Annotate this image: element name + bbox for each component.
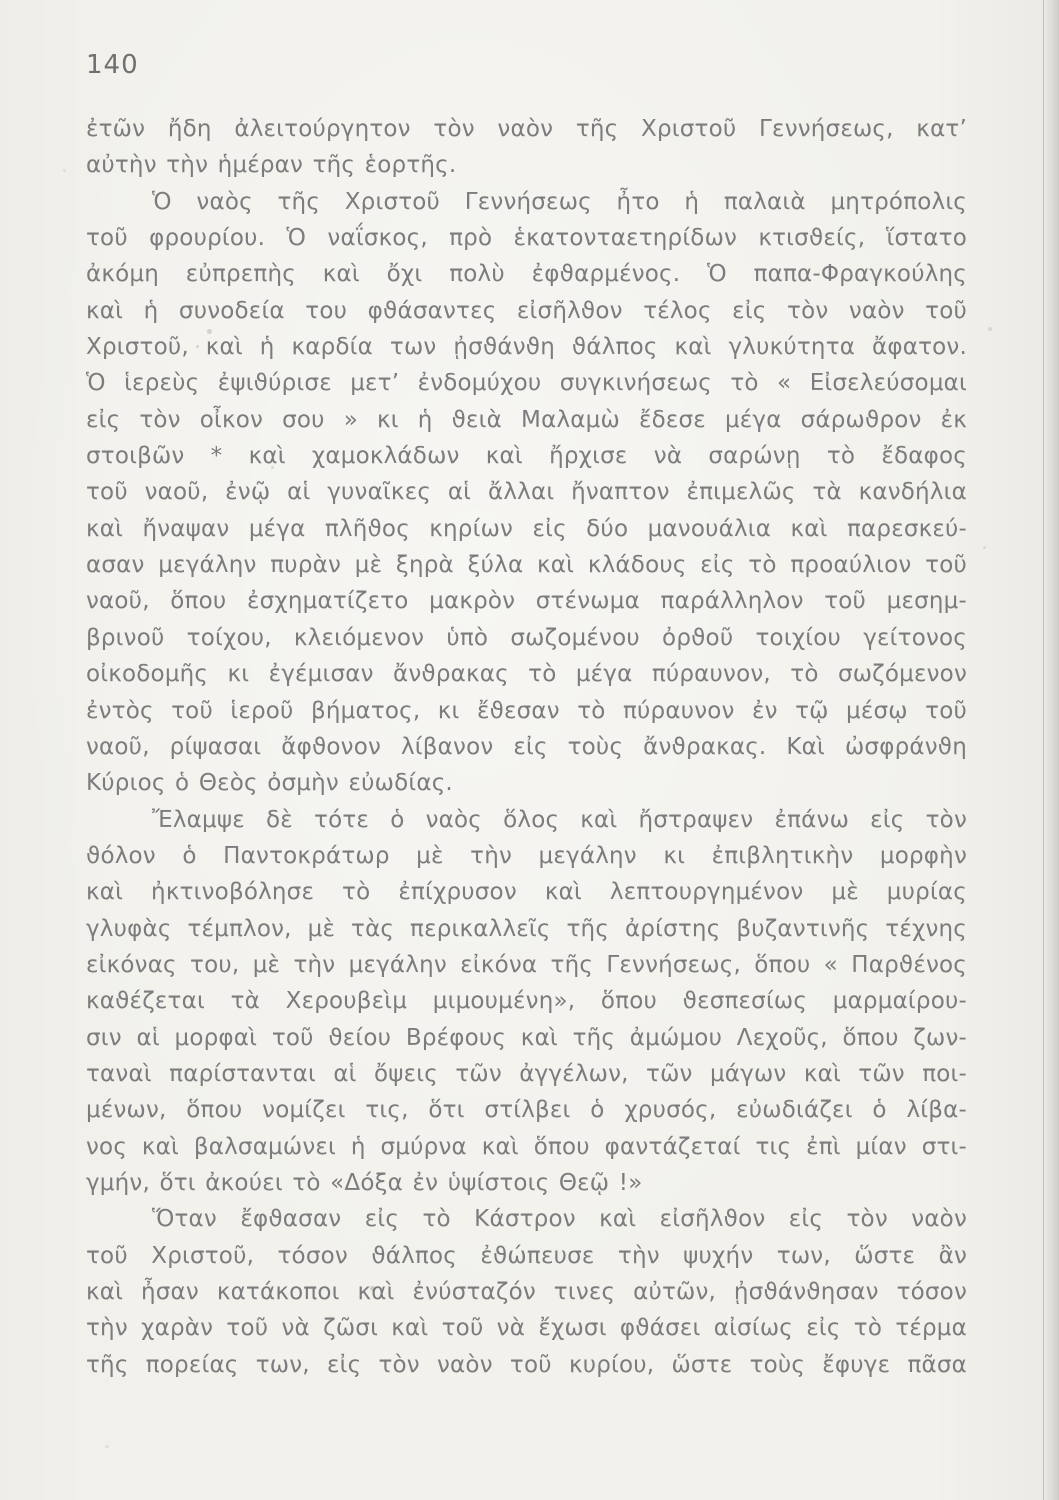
text-line: καϑέζεται τὰ Χερουβεὶμ μιμουμένη», ὅπου ϑεσπεσίως μαρμαίρου- bbox=[86, 988, 967, 1015]
text-line: καὶ ἠκτινοβόλησε τὸ ἐπίχρυσον καὶ λεπτουργημένον μὲ μυρίας bbox=[86, 879, 967, 906]
text-line: Ἔλαμψε δὲ τότε ὁ ναὸς ὅλος καὶ ἤστραψεν ἐπάνω εἰς τὸν bbox=[152, 806, 967, 833]
text-line: ναοῦ, ρίψασαι ἄφϑονον λίβανον εἰς τοὺς ἄνϑρακας. Καὶ ὠσφράνϑη bbox=[86, 733, 967, 760]
text-line: ασαν μεγάλην πυρὰν μὲ ξηρὰ ξύλα καὶ κλάδους εἰς τὸ προαύλιον τοῦ bbox=[86, 552, 967, 579]
text-line: Ὁ ἱερεὺς ἐψιϑύρισε μετ’ ἐνδομύχου συγκινήσεως τὸ « Εἰσελεύσομαι bbox=[86, 370, 967, 397]
scan-speckle bbox=[196, 345, 199, 348]
text-line: αὐτὴν τὴν ἡμέραν τῆς ἑορτῆς. bbox=[86, 152, 457, 179]
text-line: ἐντὸς τοῦ ἱεροῦ βήματος, κι ἔϑεσαν τὸ πύραυνον ἐν τῷ μέσῳ τοῦ bbox=[86, 697, 967, 724]
text-line: σιν αἱ μορφαὶ τοῦ ϑείου Βρέφους καὶ τῆς ἀμώμου Λεχοῦς, ὅπου ζων- bbox=[86, 1024, 967, 1051]
scan-speckle bbox=[271, 466, 274, 469]
text-line: οἰκοδομῆς κι ἐγέμισαν ἄνϑρακας τὸ μέγα πύραυνον, τὸ σωζόμενον bbox=[86, 661, 967, 688]
text-line: ταναὶ παρίστανται αἱ ὄψεις τῶν ἀγγέλων, τῶν μάγων καὶ τῶν ποι- bbox=[86, 1060, 967, 1087]
text-line: εἰκόνας του, μὲ τὴν μεγάλην εἰκόνα τῆς Γεννήσεως, ὅπου « Παρϑένος bbox=[86, 951, 967, 978]
text-line: γμήν, ὅτι ἀκούει τὸ «Δόξα ἐν ὑψίστοις Θεῷ !» bbox=[86, 1169, 643, 1196]
text-line: γλυφὰς τέμπλον, μὲ τὰς περικαλλεῖς τῆς ἀρίστης βυζαντινῆς τέχνης bbox=[86, 915, 967, 942]
text-line: καὶ ἡ συνοδεία του φϑάσαντες εἰσῆλϑον τέλος εἰς τὸν ναὸν τοῦ bbox=[86, 297, 967, 324]
text-line: ϑόλον ὁ Παντοκράτωρ μὲ τὴν μεγάλην κι ἐπιβλητικὴν μορφὴν bbox=[86, 842, 967, 869]
text-line: Κύριος ὁ Θεὸς ὀσμὴν εὐωδίας. bbox=[86, 770, 453, 797]
scan-speckle bbox=[63, 169, 66, 172]
text-line: εἰς τὸν οἶκον σου » κι ἡ ϑειὰ Μαλαμὼ ἔδεσε μέγα σάρωϑρον ἐκ bbox=[86, 406, 967, 433]
text-line: τοῦ ναοῦ, ἐνῷ αἱ γυναῖκες αἱ ἄλλαι ἤναπτον ἐπιμελῶς τὰ κανδήλια bbox=[86, 479, 967, 506]
text-line: τῆς πορείας των, εἰς τὸν ναὸν τοῦ κυρίου, ὥστε τοὺς ἔφυγε πᾶσα bbox=[86, 1351, 967, 1378]
scan-speckle bbox=[105, 1445, 109, 1448]
text-line: καὶ ἤναψαν μέγα πλῆϑος κηρίων εἰς δύο μανουάλια καὶ παρεσκεύ- bbox=[86, 515, 967, 542]
scan-speckle bbox=[988, 327, 992, 331]
text-line: νος καὶ βαλσαμώνει ἡ σμύρνα καὶ ὅπου φαντάζεταί τις ἐπὶ μίαν στι- bbox=[86, 1133, 967, 1160]
text-line: στοιβῶν * καὶ χαμοκλάδων καὶ ἤρχισε νὰ σαρώνῃ τὸ ἔδαφος bbox=[86, 443, 967, 470]
text-line: Ὅταν ἔφϑασαν εἰς τὸ Κάστρον καὶ εἰσῆλϑον εἰς τὸν ναὸν bbox=[152, 1206, 967, 1233]
text-line: βρινοῦ τοίχου, κλειόμενον ὑπὸ σωζομένου ὀρϑοῦ τοιχίου γείτονος bbox=[86, 624, 967, 651]
page-edge-shadow bbox=[1043, 0, 1059, 1500]
scan-speckle bbox=[207, 329, 212, 334]
page-text bbox=[86, 111, 967, 1383]
text-line: Ὁ ναὸς τῆς Χριστοῦ Γεννήσεως ἦτο ἡ παλαιὰ μητρόπολις bbox=[152, 188, 967, 215]
text-line: καὶ ἦσαν κατάκοποι καὶ ἐνύσταζόν τινες αὐτῶν, ᾐσϑάνϑησαν τόσον bbox=[86, 1279, 967, 1305]
text-line: ἀκόμη εὐπρεπὴς καὶ ὄχι πολὺ ἐφϑαρμένος. Ὁ παπα-Φραγκούλης bbox=[86, 261, 967, 288]
scan-speckle bbox=[370, 1286, 375, 1291]
text-line: μένων, ὅπου νομίζει τις, ὅτι στίλβει ὁ χρυσός, εὐωδιάζει ὁ λίβα- bbox=[86, 1097, 967, 1124]
scan-speckle bbox=[983, 546, 986, 549]
page-number: 140 bbox=[86, 50, 139, 80]
text-line: ἐτῶν ἤδη ἀλειτούργητον τὸν ναὸν τῆς Χριστοῦ Γεννήσεως, κατ’ bbox=[86, 116, 967, 142]
text-line: Χριστοῦ, καὶ ἡ καρδία των ᾐσϑάνϑη ϑάλπος καὶ γλυκύτητα ἄφατον. bbox=[86, 334, 967, 361]
text-line: τὴν χαρὰν τοῦ νὰ ζῶσι καὶ τοῦ νὰ ἔχωσι φϑάσει αἰσίως εἰς τὸ τέρμα bbox=[86, 1315, 967, 1342]
text-line: τοῦ φρουρίου. Ὁ ναΐσκος, πρὸ ἑκατονταετηρίδων κτισϑείς, ἵστατο bbox=[86, 225, 967, 252]
text-line: ναοῦ, ὅπου ἐσχηματίζετο μακρὸν στένωμα παράλληλον τοῦ μεσημ- bbox=[86, 588, 967, 615]
text-line: τοῦ Χριστοῦ, τόσον ϑάλπος ἐϑώπευσε τὴν ψυχήν των, ὥστε ἂν bbox=[86, 1242, 967, 1269]
